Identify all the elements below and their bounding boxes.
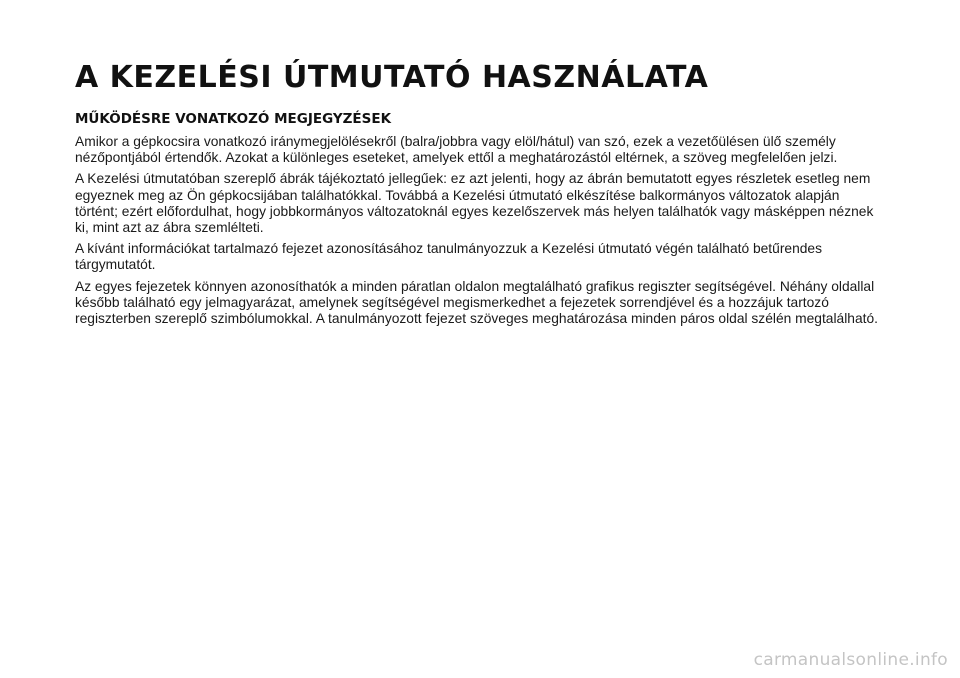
paragraph-illustrations: A Kezelési útmutatóban szereplő ábrák tájékoztató jellegűek: ez azt jelenti, hogy az ábrán bemutatott egyes részletek esetleg nem egyeznek meg az Ön gépkocsijában találhatókkal. Továbbá a Kezelési útmutató elkészítése balkormányos változatok alapján történt; ezért előfordulhat, hogy jobbkormányos változatoknál egyes kezelőszervek más helyen találhatók vagy másképpen néznek ki, mint azt az ábra szemlélteti.	[75, 171, 874, 236]
manual-page	[75, 60, 885, 332]
section-heading: MŰKÖDÉSRE VONATKOZÓ MEGJEGYZÉSEK	[75, 111, 392, 127]
paragraph-index: A kívánt információkat tartalmazó fejezet azonosításához tanulmányozzuk a Kezelési útmutató végén található betűrendes tárgymutatót.	[75, 241, 822, 273]
paragraph-chapters: Az egyes fejezetek könnyen azonosíthatók a minden páratlan oldalon megtalálható grafikus regiszter segítségével. Néhány oldallal később található egy jelmagyarázat, amelynek segítségével megismerkedhet a fejezetek sorrendjével és a hozzájuk tartozó regiszterben szereplő szimbólumokkal. A tanulmányozott fejezet szöveges meghatározása minden páros oldal szélén megtalálható.	[75, 278, 878, 327]
paragraph-directions: Amikor a gépkocsira vonatkozó iránymegjelölésekről (balra/jobbra vagy elöl/hátul) van szó, ezek a vezetőülésen ülő személy nézőpontjából értendők. Azokat a különleges eseteket, amelyek ettől a meghatározástól eltérnek, a szöveg megfelelően jelzi.	[75, 134, 838, 166]
page-title: A KEZELÉSI ÚTMUTATÓ HASZNÁLATA	[75, 60, 709, 95]
site-watermark: carmanualsonline.info	[753, 650, 948, 670]
